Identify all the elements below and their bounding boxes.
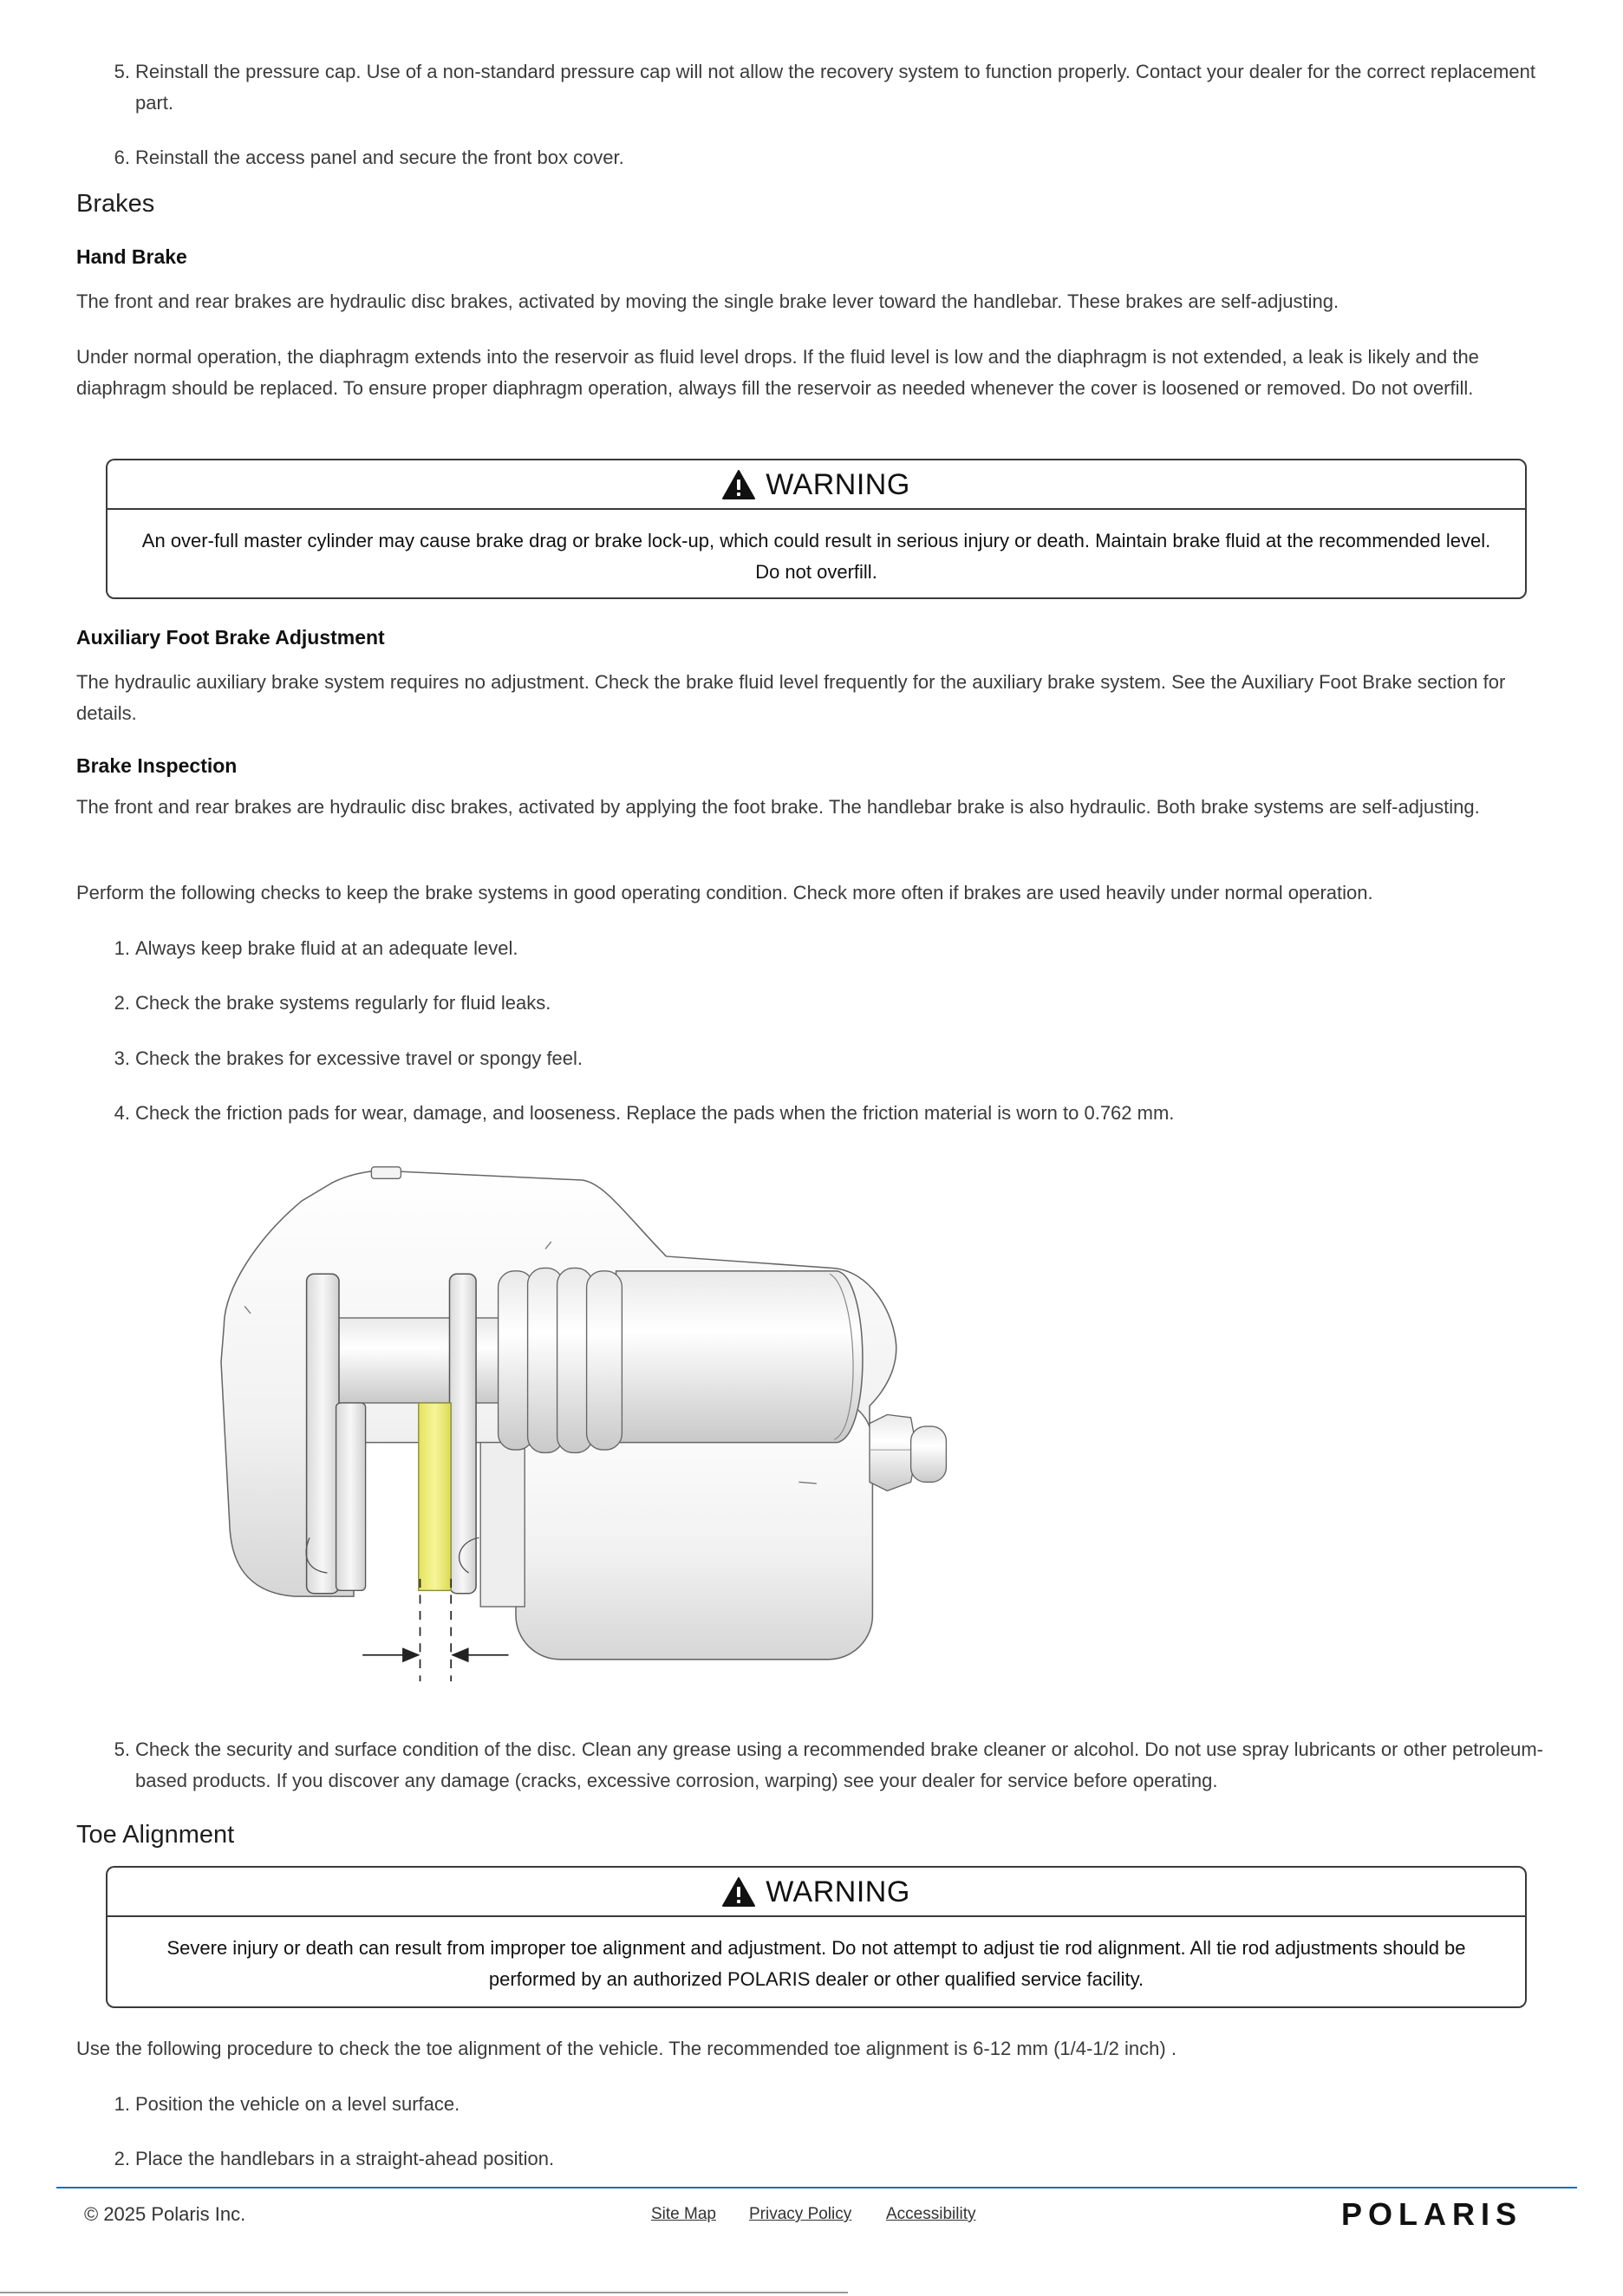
footer-link-privacy-policy[interactable]: Privacy Policy <box>749 2205 852 2223</box>
list-item <box>95 933 1561 964</box>
list-item <box>95 142 1561 173</box>
list-text: Reinstall the access panel and secure the front box cover. <box>135 147 624 168</box>
list-text: Always keep brake fluid at an adequate level. <box>135 937 518 959</box>
warning-header <box>108 460 1525 510</box>
paragraph: The front and rear brakes are hydraulic disc brakes, activated by applying the foot brake. The handlebar brake is also hydraulic. Both brake systems are self-adjusting. <box>76 796 1480 818</box>
warning-text: Severe injury or death can result from improper toe alignment and adjustment. Do not attempt to adjust tie rod alignment. All tie rod adjustments should be performed by an authorized POLARIS dealer or other qualified service facility. <box>166 1937 1466 1990</box>
list-number: 2. <box>114 992 130 1014</box>
list-text: Reinstall the pressure cap. Use of a non-standard pressure cap will not allow the recovery system to function properly. Contact your dealer for the correct replacement part. <box>135 61 1535 114</box>
warning-title: WARNING <box>766 1875 910 1908</box>
list-item <box>95 2143 1561 2175</box>
list-text: Check the brake systems regularly for fluid leaks. <box>135 992 551 1014</box>
subheading-hand-brake: Hand Brake <box>76 245 187 268</box>
paragraph: Use the following procedure to check the toe alignment of the vehicle. The recommended toe alignment is 6-12 mm (1/4-1/2 inch) . <box>76 2038 1177 2059</box>
warning-box <box>106 459 1527 599</box>
footer-link-accessibility[interactable]: Accessibility <box>886 2205 976 2223</box>
paragraph: Under normal operation, the diaphragm extends into the reservoir as fluid level drops. If the fluid level is low and the diaphragm is not extended, a leak is likely and the diaphragm should be replaced. To ensure proper diaphragm operation, always fill the reservoir as needed whenever the cover is loosened or removed. Do not overfill. <box>76 346 1479 399</box>
list-item <box>95 1098 1561 1129</box>
list-number: 3. <box>114 1047 130 1069</box>
list-item <box>95 1043 1561 1074</box>
list-number: 5. <box>114 1738 130 1760</box>
list-number: 2. <box>114 2148 130 2169</box>
footer-copyright: © 2025 Polaris Inc. <box>84 2203 246 2225</box>
list-item <box>95 2089 1561 2120</box>
warning-triangle-icon <box>722 470 755 499</box>
list-item <box>95 1734 1561 1797</box>
list-number: 1. <box>114 937 130 959</box>
caliper-shaft <box>333 1318 512 1403</box>
brake-caliper-illustration <box>206 1157 973 1692</box>
page-bottom-divider <box>0 2292 848 2293</box>
list-text: Check the friction pads for wear, damage, and looseness. Replace the pads when the friction material is worn to 0.762 mm. <box>135 1102 1175 1124</box>
list-item <box>95 988 1561 1019</box>
friction-pad <box>419 1403 451 1590</box>
list-item <box>95 56 1561 119</box>
list-number: 6. <box>114 147 130 168</box>
paragraph: The hydraulic auxiliary brake system requires no adjustment. Check the brake fluid level frequently for the auxiliary brake system. See the Auxiliary Foot Brake section for details. <box>76 671 1506 724</box>
list-number: 4. <box>114 1102 130 1124</box>
list-text: Place the handlebars in a straight-ahead position. <box>135 2148 555 2169</box>
paragraph: Perform the following checks to keep the brake systems in good operating condition. Check more often if brakes are used heavily under normal operation. <box>76 882 1373 903</box>
list-number: 5. <box>114 61 130 82</box>
list-number: 1. <box>114 2093 130 2115</box>
warning-title: WARNING <box>766 467 910 501</box>
footer-divider <box>56 2187 1577 2188</box>
subheading-auxiliary-foot-brake: Auxiliary Foot Brake Adjustment <box>76 626 385 649</box>
list-text: Check the brakes for excessive travel or spongy feel. <box>135 1047 583 1069</box>
polaris-logo[interactable]: POLARIS <box>1341 2196 1523 2232</box>
section-heading-brakes: Brakes <box>76 190 155 218</box>
list-text: Position the vehicle on a level surface. <box>135 2093 460 2115</box>
paragraph: The front and rear brakes are hydraulic disc brakes, activated by moving the single brake lever toward the handlebar. These brakes are self-adjusting. <box>76 290 1339 312</box>
warning-box <box>106 1866 1527 2008</box>
caliper-bellows <box>499 1268 622 1452</box>
warning-header <box>108 1868 1525 1917</box>
warning-triangle-icon <box>722 1877 755 1907</box>
warning-text: An over-full master cylinder may cause brake drag or brake lock-up, which could result in serious injury or death. Maintain brake fluid at the recommended level. Do not overfill. <box>141 530 1491 583</box>
section-heading-toe-alignment: Toe Alignment <box>76 1821 235 1849</box>
footer-link-site-map[interactable]: Site Map <box>651 2205 716 2223</box>
list-text: Check the security and surface condition of the disc. Clean any grease using a recommended brake cleaner or alcohol. Do not use spray lubricants or other petroleum-based products. If you discover any damage (cracks, excessive corrosion, warping) see your dealer for service before operating. <box>135 1738 1543 1791</box>
caliper-bolt <box>870 1415 946 1491</box>
subheading-brake-inspection: Brake Inspection <box>76 754 238 777</box>
